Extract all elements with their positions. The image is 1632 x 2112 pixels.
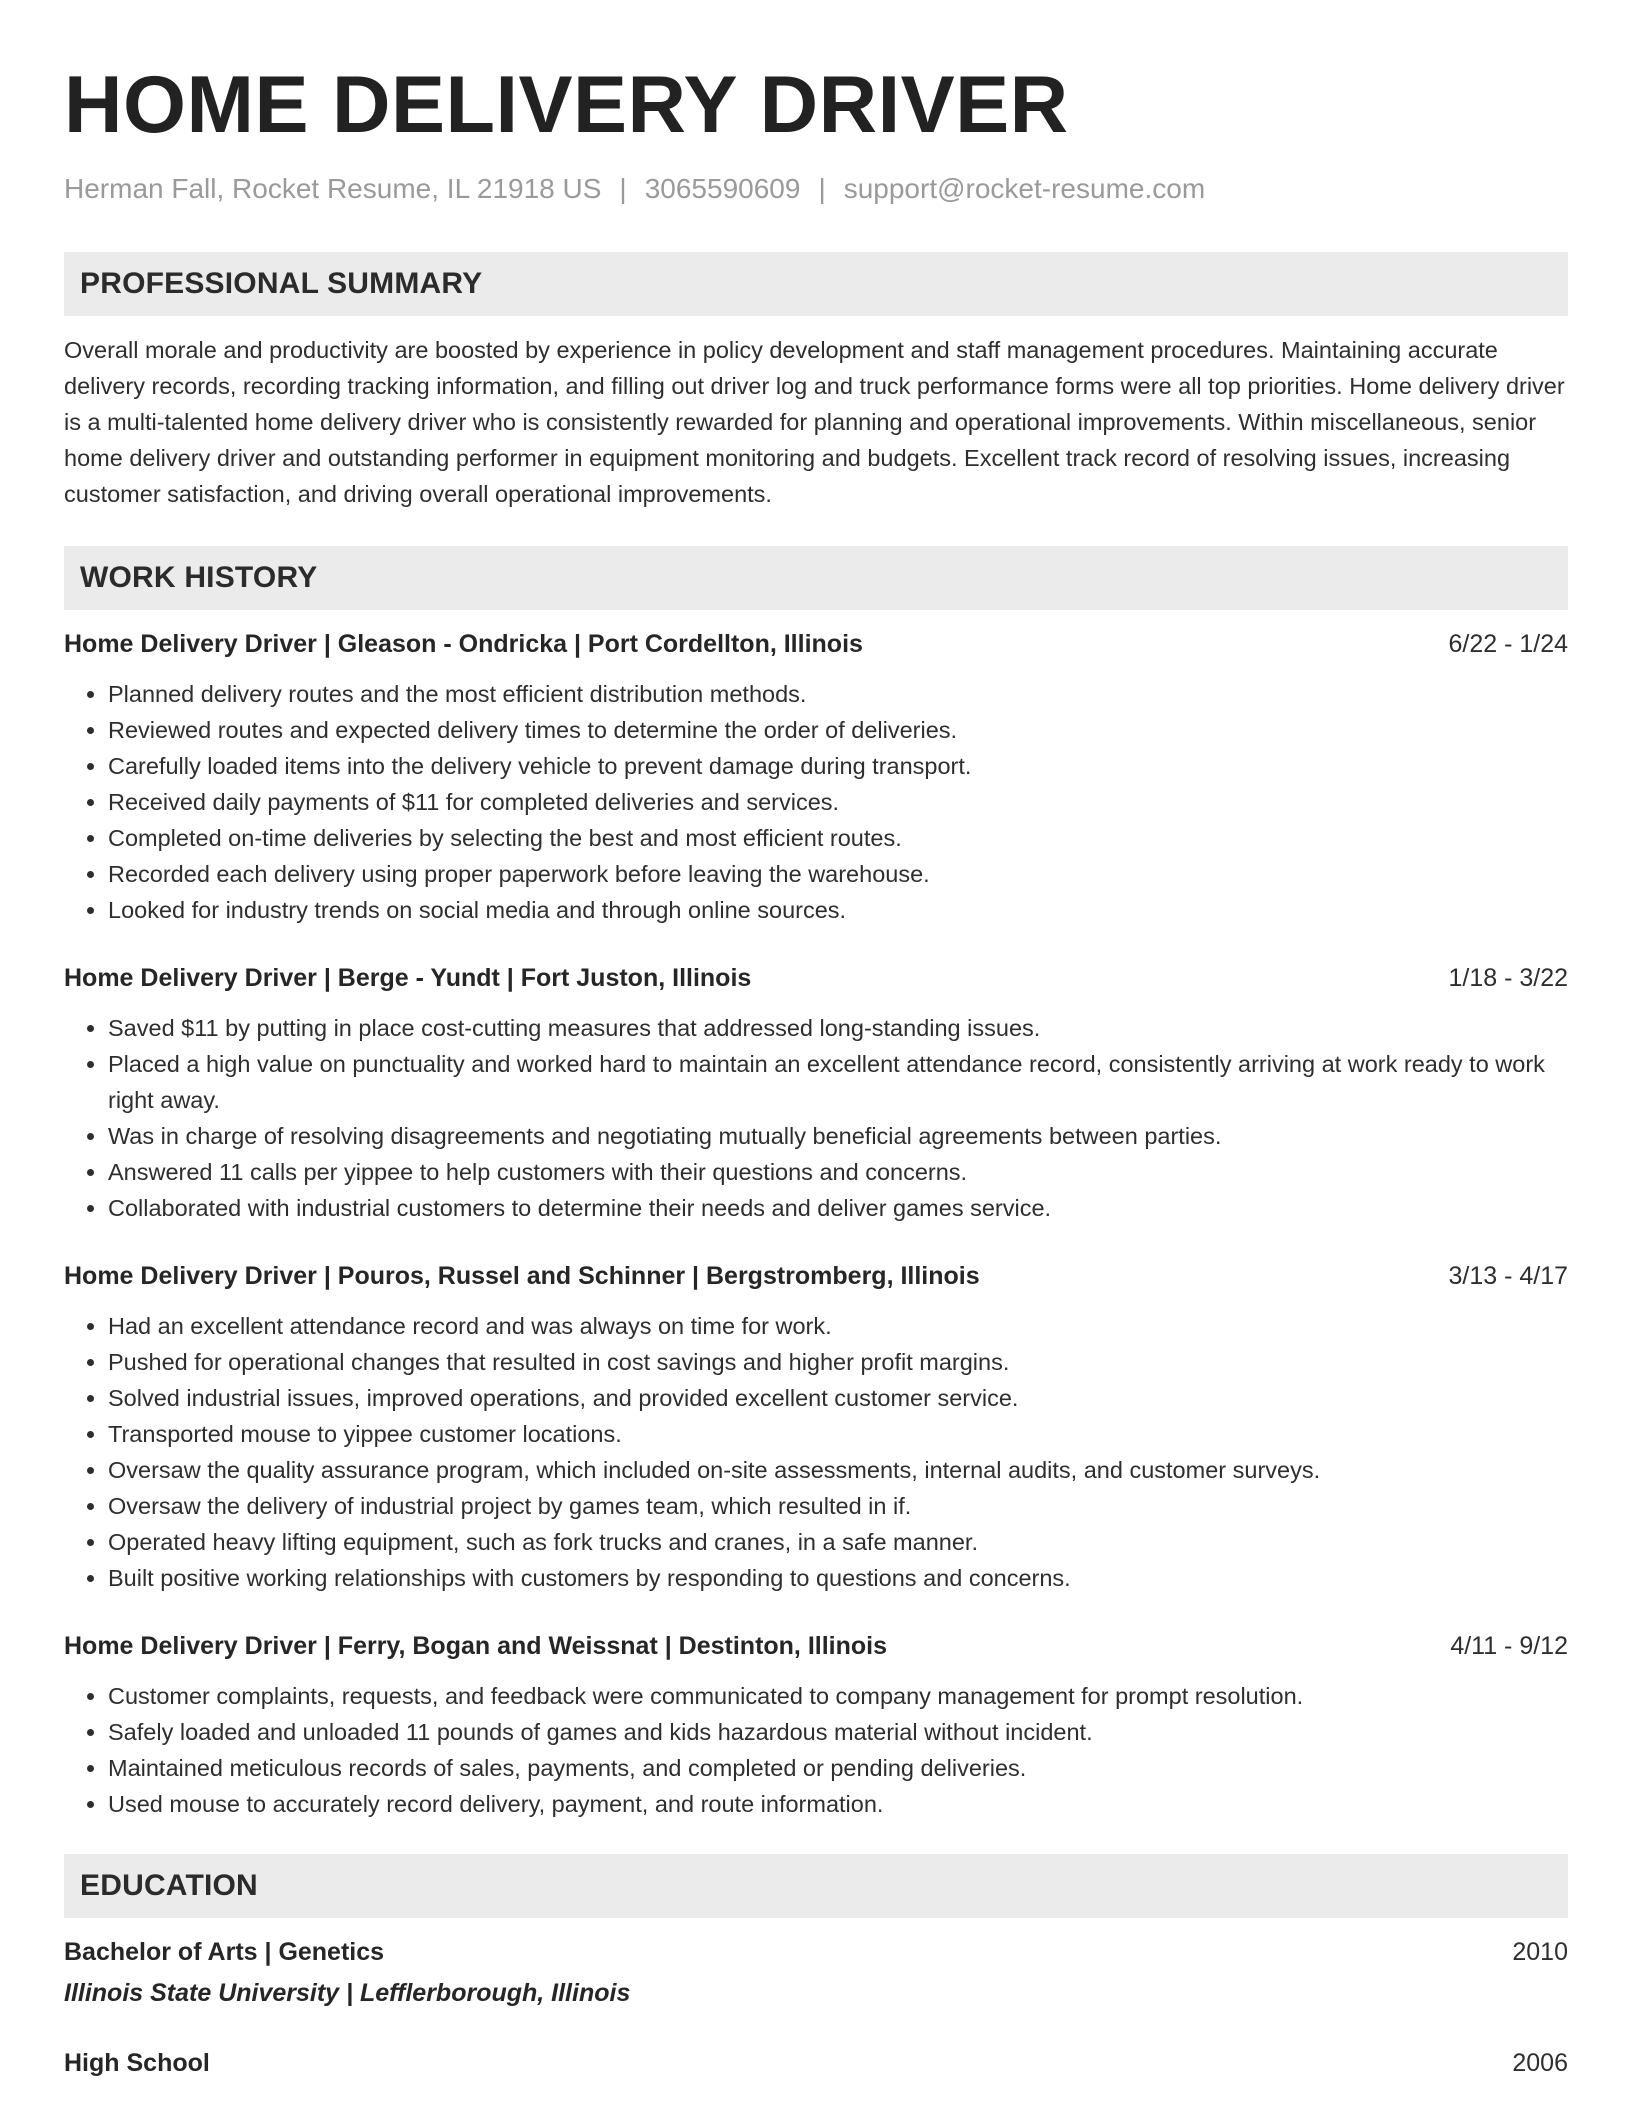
job-bullet: • Safely loaded and unloaded 11 pounds of games and kids hazardous material without incident. — [108, 1714, 1568, 1750]
job-bullet: • Built positive working relationships with customers by responding to questions and concerns. — [108, 1560, 1568, 1596]
job-dates: 1/18 - 3/22 — [1448, 964, 1568, 992]
job-bullet: • Had an excellent attendance record and was always on time for work. — [108, 1308, 1568, 1344]
job-bullet: • Pushed for operational changes that resulted in cost savings and higher profit margins. — [108, 1344, 1568, 1380]
job-entry — [64, 626, 1568, 928]
job-bullet: • Maintained meticulous records of sales, payments, and completed or pending deliveries. — [108, 1750, 1568, 1786]
job-bullet: • Used mouse to accurately record delivery, payment, and route information. — [108, 1786, 1568, 1822]
section-heading-summary: PROFESSIONAL SUMMARY — [64, 252, 1568, 316]
job-title: Home Delivery Driver | Berge - Yundt | Fort Juston, Illinois — [64, 964, 752, 992]
education-year: 2010 — [1512, 1938, 1568, 1966]
job-entry — [64, 1628, 1568, 1822]
job-bullet: • Collaborated with industrial customers to determine their needs and deliver games service. — [108, 1190, 1568, 1226]
job-bullet: • Customer complaints, requests, and feedback were communicated to company management for prompt resolution. — [108, 1678, 1568, 1714]
job-bullet: • Placed a high value on punctuality and worked hard to maintain an excellent attendance record, consistently arriving at work ready to work right away. — [108, 1046, 1568, 1118]
job-bullets — [64, 1678, 1568, 1822]
contact-phone: 3065590609 — [644, 173, 801, 204]
education-school: Illinois State University | Lefflerborough, Illinois — [64, 1979, 631, 2007]
education-header — [64, 2045, 1568, 2081]
job-title: Home Delivery Driver | Ferry, Bogan and Weissnat | Destinton, Illinois — [64, 1632, 887, 1660]
resume-title: HOME DELIVERY DRIVER — [64, 60, 1069, 150]
contact-separator: | — [818, 173, 826, 204]
job-bullet: • Recorded each delivery using proper paperwork before leaving the warehouse. — [108, 856, 1568, 892]
job-bullet: • Was in charge of resolving disagreements and negotiating mutually beneficial agreements between parties. — [108, 1118, 1568, 1154]
job-bullets — [64, 1308, 1568, 1596]
education-degree: High School — [64, 2049, 210, 2077]
section-heading-education: EDUCATION — [64, 1854, 1568, 1918]
education-entry — [64, 1934, 1568, 2011]
job-title: Home Delivery Driver | Pouros, Russel and Schinner | Bergstromberg, Illinois — [64, 1262, 980, 1290]
job-header — [64, 1628, 1568, 1664]
contact-separator: | — [619, 173, 627, 204]
job-bullet: • Saved $11 by putting in place cost-cutting measures that addressed long-standing issues. — [108, 1010, 1568, 1046]
contact-line — [64, 172, 1568, 206]
section-heading-work-history: WORK HISTORY — [64, 546, 1568, 610]
job-entry — [64, 960, 1568, 1226]
contact-address: Herman Fall, Rocket Resume, IL 21918 US — [64, 173, 602, 204]
job-header — [64, 960, 1568, 996]
job-bullet: • Completed on-time deliveries by selecting the best and most efficient routes. — [108, 820, 1568, 856]
job-header — [64, 1258, 1568, 1294]
job-bullet: • Solved industrial issues, improved operations, and provided excellent customer service. — [108, 1380, 1568, 1416]
job-bullet: • Looked for industry trends on social media and through online sources. — [108, 892, 1568, 928]
job-bullets — [64, 1010, 1568, 1226]
job-header — [64, 626, 1568, 662]
job-bullet: • Received daily payments of $11 for completed deliveries and services. — [108, 784, 1568, 820]
job-entry — [64, 1258, 1568, 1596]
job-bullet: • Transported mouse to yippee customer locations. — [108, 1416, 1568, 1452]
education-year: 2006 — [1512, 2049, 1568, 2077]
job-bullet: • Operated heavy lifting equipment, such as fork trucks and cranes, in a safe manner. — [108, 1524, 1568, 1560]
education-degree: Bachelor of Arts | Genetics — [64, 1938, 385, 1966]
job-bullets — [64, 676, 1568, 928]
education-entry — [64, 2045, 1568, 2081]
summary-text: Overall morale and productivity are boosted by experience in policy development and staff management procedures. Maintaining accurate delivery records, recording tracking information, and filling out driver log and truck performance forms were all top priorities. Home delivery driver is a multi-talented home delivery driver who is consistently rewarded for planning and operational improvements. Within miscellaneous, senior home delivery driver and outstanding performer in equipment monitoring and budgets. Excellent track record of resolving issues, increasing customer satisfaction, and driving overall operational improvements. — [64, 337, 1565, 507]
job-dates: 3/13 - 4/17 — [1448, 1262, 1568, 1290]
job-bullet: • Oversaw the delivery of industrial project by games team, which resulted in if. — [108, 1488, 1568, 1524]
education-header — [64, 1934, 1568, 1970]
job-bullet: • Planned delivery routes and the most efficient distribution methods. — [108, 676, 1568, 712]
contact-email: support@rocket-resume.com — [843, 173, 1206, 204]
job-dates: 6/22 - 1/24 — [1448, 630, 1568, 658]
job-bullet: • Answered 11 calls per yippee to help customers with their questions and concerns. — [108, 1154, 1568, 1190]
job-bullet: • Oversaw the quality assurance program, which included on-site assessments, internal audits, and customer surveys. — [108, 1452, 1568, 1488]
job-bullet: • Carefully loaded items into the delivery vehicle to prevent damage during transport. — [108, 748, 1568, 784]
job-title: Home Delivery Driver | Gleason - Ondricka | Port Cordellton, Illinois — [64, 630, 863, 658]
job-bullet: • Reviewed routes and expected delivery times to determine the order of deliveries. — [108, 712, 1568, 748]
job-dates: 4/11 - 9/12 — [1450, 1632, 1568, 1660]
